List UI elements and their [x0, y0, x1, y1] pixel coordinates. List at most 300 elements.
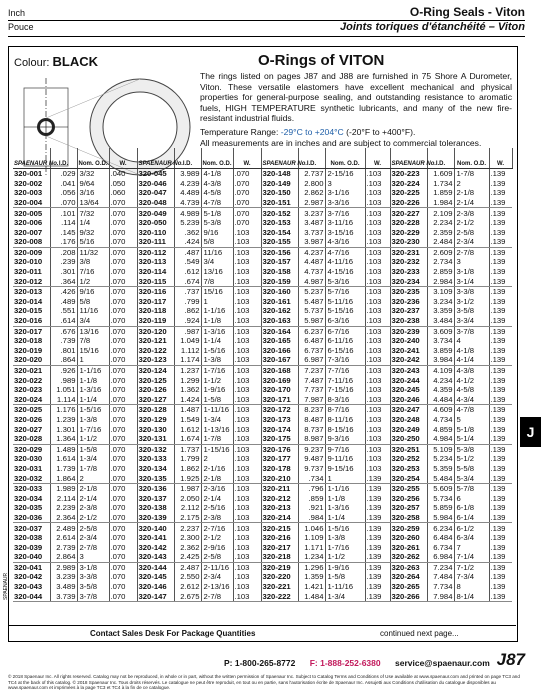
- nominal-od-cell: 1-7/16: [77, 424, 109, 434]
- nominal-od-cell: 9-11/16: [325, 454, 365, 464]
- inner-diameter-cell: 4.989: [174, 208, 201, 218]
- inner-diameter-cell: 4.984: [427, 434, 454, 444]
- col-width: W.: [109, 148, 137, 169]
- width-cell: .103: [233, 385, 261, 395]
- nominal-od-cell: 6-3/4: [454, 533, 489, 543]
- inner-diameter-cell: 1.114: [50, 395, 77, 405]
- nominal-od-cell: 3-15/16: [325, 228, 365, 238]
- unit-pouce: Pouce: [8, 22, 34, 32]
- width-cell: .070: [109, 494, 137, 504]
- nominal-od-cell: 2-5/8: [201, 552, 233, 562]
- inner-diameter-cell: .489: [50, 297, 77, 307]
- part-number-cell: 320-165: [261, 336, 298, 346]
- part-number-cell: 320-245: [390, 385, 427, 395]
- part-number-cell: 320-154: [261, 228, 298, 238]
- part-number-cell: 320-235: [390, 287, 427, 297]
- part-number-cell: 320-038: [13, 533, 50, 543]
- part-number-cell: 320-176: [261, 444, 298, 454]
- width-cell: .139: [365, 592, 390, 602]
- nominal-od-cell: 7-1/4: [454, 552, 489, 562]
- part-number-cell: 320-163: [261, 316, 298, 326]
- inner-diameter-cell: 6.484: [427, 533, 454, 543]
- width-cell: .139: [490, 345, 506, 355]
- inner-diameter-cell: 3.737: [298, 228, 325, 238]
- part-number-cell: 320-213: [261, 503, 298, 513]
- part-number-cell: 320-004: [13, 198, 50, 208]
- nominal-od-cell: 2-1/8: [77, 484, 109, 494]
- nominal-od-cell: 4-1/8: [454, 346, 489, 356]
- inner-diameter-cell: 1.614: [50, 454, 77, 464]
- nominal-od-cell: 6-1/4: [454, 513, 489, 523]
- inner-diameter-cell: 1.362: [174, 385, 201, 395]
- inner-diameter-cell: 3.734: [427, 336, 454, 346]
- width-cell: .070: [109, 346, 137, 356]
- col-id: I.D.: [174, 148, 201, 169]
- inner-diameter-cell: 3.484: [427, 316, 454, 326]
- width-cell: .139: [490, 227, 506, 237]
- width-cell: .139: [490, 463, 506, 473]
- inner-diameter-cell: 5.987: [298, 316, 325, 326]
- nominal-od-cell: 2-3/4: [201, 572, 233, 582]
- inner-diameter-cell: 1.174: [174, 355, 201, 365]
- inner-diameter-cell: 4.234: [427, 375, 454, 385]
- part-number-cell: 320-011: [13, 267, 50, 277]
- inner-diameter-cell: .737: [174, 287, 201, 297]
- inner-diameter-cell: 6.734: [427, 543, 454, 553]
- email-link[interactable]: service@spaenaur.com: [395, 658, 490, 668]
- nominal-od-cell: 7/8: [201, 277, 233, 287]
- width-cell: .103: [365, 316, 390, 326]
- inner-diameter-cell: .924: [174, 316, 201, 326]
- part-number-cell: 320-229: [390, 228, 427, 238]
- table-row: [13, 326, 512, 336]
- width-cell: .103: [233, 552, 261, 562]
- width-cell: .139: [490, 582, 506, 592]
- part-number-cell: 320-222: [261, 592, 298, 602]
- nominal-od-cell: 1-3/4: [325, 592, 365, 602]
- inner-diameter-cell: 7.484: [427, 572, 454, 582]
- table-row: [13, 267, 512, 277]
- table-body: [13, 169, 512, 602]
- nominal-od-cell: 2-3/8: [454, 208, 489, 218]
- width-cell: .139: [490, 287, 506, 297]
- part-number-cell: 320-250: [390, 434, 427, 444]
- width-cell: .139: [490, 542, 506, 552]
- part-number-cell: 320-255: [390, 484, 427, 494]
- part-number-cell: 320-241: [390, 346, 427, 356]
- inner-diameter-cell: 5.109: [427, 444, 454, 454]
- part-number-cell: 320-119: [137, 316, 174, 326]
- inner-diameter-cell: 2.984: [427, 277, 454, 287]
- nominal-od-cell: 1-7/8: [454, 169, 489, 179]
- nominal-od-cell: 1-7/16: [325, 543, 365, 553]
- inner-diameter-cell: 2.487: [174, 562, 201, 572]
- nominal-od-cell: 8-7/16: [325, 405, 365, 415]
- inner-diameter-cell: 2.612: [174, 582, 201, 592]
- nominal-od-cell: 3-3/8: [77, 572, 109, 582]
- nominal-od-cell: 5-1/4: [454, 434, 489, 444]
- table-row: [13, 562, 512, 572]
- inner-diameter-cell: .041: [50, 179, 77, 189]
- inner-diameter-cell: 6.237: [298, 326, 325, 336]
- width-cell: .070: [109, 237, 137, 247]
- inner-diameter-cell: 1.609: [427, 169, 454, 179]
- nominal-od-cell: 8: [454, 582, 489, 592]
- width-cell: .139: [490, 405, 506, 415]
- inner-diameter-cell: .056: [50, 188, 77, 198]
- width-cell: .139: [490, 533, 506, 543]
- width-cell: .070: [109, 464, 137, 474]
- nominal-od-cell: 3-5/8: [454, 306, 489, 316]
- part-number-cell: 320-137: [137, 494, 174, 504]
- inner-diameter-cell: 1.364: [50, 434, 77, 444]
- part-number-cell: 320-020: [13, 355, 50, 365]
- nominal-od-cell: 1-1/4: [201, 336, 233, 346]
- part-number-cell: 320-156: [261, 247, 298, 257]
- part-number-cell: 320-262: [390, 552, 427, 562]
- inner-diameter-cell: 2.862: [298, 188, 325, 198]
- part-number-cell: 320-174: [261, 424, 298, 434]
- part-number-cell: 320-234: [390, 277, 427, 287]
- inner-diameter-cell: 1.424: [174, 395, 201, 405]
- part-number-cell: 320-135: [137, 473, 174, 483]
- inner-diameter-cell: 9.487: [298, 454, 325, 464]
- width-cell: .103: [233, 287, 261, 297]
- nominal-od-cell: 1-3/4: [77, 454, 109, 464]
- nominal-od-cell: 5-5/8: [454, 464, 489, 474]
- inner-diameter-cell: 5.609: [427, 484, 454, 494]
- width-cell: .070: [109, 415, 137, 425]
- nominal-od-cell: 4-5/8: [201, 188, 233, 198]
- width-cell: .139: [489, 355, 512, 365]
- table-row: [13, 287, 512, 297]
- inner-diameter-cell: 2.489: [50, 523, 77, 533]
- part-number-cell: 320-125: [137, 375, 174, 385]
- inner-diameter-cell: 4.737: [298, 267, 325, 277]
- nominal-od-cell: 8-15/16: [325, 424, 365, 434]
- width-cell: .139: [490, 484, 506, 494]
- part-number-cell: 320-031: [13, 464, 50, 474]
- nominal-od-cell: 1-11/16: [201, 405, 233, 415]
- part-number-cell: 320-023: [13, 385, 50, 395]
- inner-diameter-cell: .859: [298, 494, 325, 504]
- inner-diameter-cell: 9.237: [298, 444, 325, 454]
- part-number-cell: 320-151: [261, 198, 298, 208]
- nominal-od-cell: 3-1/16: [325, 188, 365, 198]
- part-number-cell: 320-046: [137, 179, 174, 189]
- section-tab[interactable]: J: [520, 417, 541, 447]
- nominal-od-cell: 4-15/16: [325, 267, 365, 277]
- part-number-cell: 320-242: [390, 355, 427, 365]
- inner-diameter-cell: 5.234: [427, 454, 454, 464]
- nominal-od-cell: 3-3/16: [325, 198, 365, 208]
- nominal-od-cell: 7/16: [77, 267, 109, 277]
- inner-diameter-cell: 2.675: [174, 592, 201, 602]
- width-cell: .070: [109, 326, 137, 336]
- part-number-cell: 320-172: [261, 405, 298, 415]
- part-number-cell: 320-144: [137, 562, 174, 572]
- nominal-od-cell: 1-3/4: [201, 415, 233, 425]
- width-cell: .070: [109, 198, 137, 208]
- inner-diameter-cell: 4.987: [298, 277, 325, 287]
- inner-diameter-cell: 3.987: [298, 237, 325, 247]
- width-cell: .070: [109, 572, 137, 582]
- table-row: [13, 375, 512, 385]
- inner-diameter-cell: 2.737: [298, 169, 325, 179]
- nominal-od-cell: 9/16: [77, 287, 109, 297]
- inner-diameter-cell: 1.237: [174, 365, 201, 375]
- width-cell: .139: [489, 198, 512, 208]
- width-cell: .070: [109, 355, 137, 365]
- inner-diameter-cell: 6.987: [298, 355, 325, 365]
- phone-number[interactable]: P: 1-800-265-8772: [224, 658, 296, 668]
- part-number-cell: 320-219: [261, 562, 298, 572]
- inner-diameter-cell: 2.550: [174, 572, 201, 582]
- part-number-cell: 320-233: [390, 267, 427, 277]
- width-cell: .139: [490, 366, 506, 376]
- width-cell: .070: [109, 592, 137, 602]
- width-cell: .070: [109, 444, 137, 454]
- part-number-cell: 320-223: [390, 169, 427, 179]
- width-cell: .139: [365, 503, 390, 513]
- nominal-od-cell: 3-3/4: [454, 316, 489, 326]
- part-number-cell: 320-153: [261, 218, 298, 228]
- nominal-od-cell: 4-1/2: [454, 375, 489, 385]
- col-part-number: SPAENAUR No.: [13, 148, 50, 169]
- part-number-cell: 320-002: [13, 179, 50, 189]
- part-number-cell: 320-007: [13, 228, 50, 238]
- part-number-cell: 320-159: [261, 277, 298, 287]
- width-cell: .103: [233, 513, 261, 523]
- part-number-cell: 320-145: [137, 572, 174, 582]
- table-row: [13, 464, 512, 474]
- width-cell: .070: [109, 473, 137, 483]
- inner-diameter-cell: 1.864: [50, 473, 77, 483]
- inner-diameter-cell: 4.489: [174, 188, 201, 198]
- nominal-od-cell: 2-1/16: [201, 464, 233, 474]
- width-cell: .139: [490, 414, 506, 424]
- nominal-od-cell: 1/4: [77, 218, 109, 228]
- inner-diameter-cell: 5.359: [427, 464, 454, 474]
- inner-diameter-cell: .487: [174, 247, 201, 257]
- inner-diameter-cell: 5.859: [427, 503, 454, 513]
- inner-diameter-cell: 7.734: [427, 582, 454, 592]
- part-number-cell: 320-039: [13, 543, 50, 553]
- nominal-od-cell: 2-7/8: [201, 592, 233, 602]
- nominal-od-cell: 1-9/16: [201, 385, 233, 395]
- table-row: [13, 473, 512, 483]
- width-cell: .070: [109, 503, 137, 513]
- inner-diameter-cell: .676: [50, 326, 77, 336]
- part-number-cell: 320-264: [390, 572, 427, 582]
- width-cell: .139: [490, 572, 506, 582]
- nominal-od-cell: 5: [454, 415, 489, 425]
- table-row: [13, 543, 512, 553]
- inner-diameter-cell: 2.859: [427, 267, 454, 277]
- width-cell: .103: [365, 277, 390, 287]
- part-number-cell: 320-131: [137, 434, 174, 444]
- width-cell: .070: [109, 552, 137, 562]
- table-row: [13, 247, 512, 257]
- part-number-cell: 320-013: [13, 287, 50, 297]
- nominal-od-cell: 1-1/8: [325, 494, 365, 504]
- col-nom-od: Nom. O.D.: [454, 148, 489, 169]
- width-cell: .103: [365, 346, 390, 356]
- width-cell: .103: [365, 454, 390, 464]
- nominal-od-cell: 2-7/8: [454, 247, 489, 257]
- inner-diameter-cell: .551: [50, 306, 77, 316]
- nominal-od-cell: 5-3/4: [454, 473, 489, 483]
- inner-diameter-cell: 2.864: [50, 552, 77, 562]
- nominal-od-cell: 1-3/8: [325, 533, 365, 543]
- width-cell: .103: [365, 237, 390, 247]
- inner-diameter-cell: 1.239: [50, 415, 77, 425]
- nominal-od-cell: 3: [454, 257, 489, 267]
- part-number-cell: 320-152: [261, 208, 298, 218]
- width-cell: .103: [233, 484, 261, 494]
- measurement-note: All measurements are in inches and are subject to commercial tolerances.: [200, 137, 482, 148]
- table-row: [13, 533, 512, 543]
- width-cell: .070: [109, 395, 137, 405]
- nominal-od-cell: 1-5/8: [77, 444, 109, 454]
- part-number-cell: 320-256: [390, 494, 427, 504]
- width-cell: .103: [365, 385, 390, 395]
- width-cell: .103: [233, 395, 261, 405]
- page-title-fr: Joints toriques d'étanchéité – Viton: [340, 21, 525, 33]
- inner-diameter-cell: 6.487: [298, 336, 325, 346]
- table-row: [13, 355, 512, 365]
- inner-diameter-cell: 2.734: [427, 257, 454, 267]
- part-number-cell: 320-238: [390, 316, 427, 326]
- inner-diameter-cell: 5.237: [298, 287, 325, 297]
- part-number-cell: 320-118: [137, 306, 174, 316]
- part-number-cell: 320-218: [261, 552, 298, 562]
- part-number-cell: 320-021: [13, 365, 50, 375]
- inner-diameter-cell: 4.237: [298, 247, 325, 257]
- inner-diameter-cell: 1.925: [174, 473, 201, 483]
- part-number-cell: 320-045: [137, 169, 174, 179]
- inner-diameter-cell: 1.109: [298, 533, 325, 543]
- nominal-od-cell: 5-3/8: [201, 218, 233, 228]
- part-number-cell: 320-260: [390, 533, 427, 543]
- part-number-cell: 320-024: [13, 395, 50, 405]
- width-cell: .070: [109, 287, 137, 297]
- width-cell: .103: [365, 444, 390, 454]
- width-cell: .070: [109, 385, 137, 395]
- unit-inch: Inch: [8, 8, 26, 18]
- inner-diameter-cell: 5.239: [174, 218, 201, 228]
- nominal-od-cell: 3/4: [201, 257, 233, 267]
- nominal-od-cell: 1-5/16: [325, 523, 365, 533]
- nominal-od-cell: 3-11/16: [325, 218, 365, 228]
- part-number-cell: 320-130: [137, 424, 174, 434]
- nominal-od-cell: 7-3/4: [454, 572, 489, 582]
- width-cell: .139: [490, 503, 506, 513]
- nominal-od-cell: 3-3/8: [454, 287, 489, 297]
- inner-diameter-cell: .989: [50, 375, 77, 385]
- part-number-cell: 320-259: [390, 523, 427, 533]
- part-number-cell: 320-148: [261, 169, 298, 179]
- nominal-od-cell: 7-11/16: [325, 375, 365, 385]
- width-cell: .139: [490, 257, 506, 267]
- part-number-cell: 320-006: [13, 218, 50, 228]
- width-cell: .139: [489, 395, 512, 405]
- inner-diameter-cell: .114: [50, 218, 77, 228]
- nominal-od-cell: 3/32: [77, 169, 109, 179]
- page-title-en: O-Ring Seals - Viton: [409, 5, 525, 19]
- inner-diameter-cell: 3.984: [427, 355, 454, 365]
- width-cell: .070: [109, 533, 137, 543]
- inner-diameter-cell: 6.984: [427, 552, 454, 562]
- nominal-od-cell: 2-3/16: [201, 484, 233, 494]
- inner-diameter-cell: 4.239: [174, 179, 201, 189]
- width-cell: .139: [490, 218, 506, 228]
- inner-diameter-cell: 1.862: [174, 464, 201, 474]
- nominal-od-cell: 1-3/8: [77, 415, 109, 425]
- width-cell: .139: [365, 484, 390, 494]
- table-row: [13, 306, 512, 316]
- fax-number[interactable]: F: 1-888-252-6380: [309, 658, 381, 668]
- table-row: [13, 395, 512, 405]
- nominal-od-cell: 3-5/8: [77, 582, 109, 592]
- part-number-cell: 320-246: [390, 395, 427, 405]
- width-cell: .139: [490, 267, 506, 277]
- width-cell: .103: [365, 188, 390, 198]
- inner-diameter-cell: 2.609: [427, 247, 454, 257]
- width-cell: .103: [365, 198, 390, 208]
- nominal-od-cell: 4-7/8: [201, 198, 233, 208]
- width-cell: .103: [233, 336, 261, 346]
- width-cell: .103: [365, 355, 390, 365]
- part-number-cell: 320-210: [261, 473, 298, 483]
- width-cell: .070: [109, 316, 137, 326]
- table-row: [13, 424, 512, 434]
- col-nom-od: Nom. O.D.: [325, 148, 365, 169]
- inner-diameter-cell: 2.112: [174, 503, 201, 513]
- colour-value: BLACK: [52, 54, 99, 69]
- width-cell: .103: [365, 306, 390, 316]
- col-nom-od: Nom. O.D.: [77, 148, 109, 169]
- nominal-od-cell: 1-5/8: [201, 395, 233, 405]
- width-cell: .103: [233, 415, 261, 425]
- nominal-od-cell: 9/32: [77, 228, 109, 238]
- nominal-od-cell: 3-1/4: [454, 277, 489, 287]
- width-cell: .103: [233, 582, 261, 592]
- part-number-cell: 320-017: [13, 326, 50, 336]
- part-number-cell: 320-164: [261, 326, 298, 336]
- width-cell: .103: [233, 355, 261, 365]
- part-number-cell: 320-257: [390, 503, 427, 513]
- inner-diameter-cell: 2.800: [298, 179, 325, 189]
- inner-diameter-cell: .101: [50, 208, 77, 218]
- inner-diameter-cell: .674: [174, 277, 201, 287]
- contact-sales-note: Contact Sales Desk For Package Quantities: [90, 629, 256, 638]
- width-cell: .103: [365, 395, 390, 405]
- part-number-cell: 320-150: [261, 188, 298, 198]
- nominal-od-cell: 2-5/8: [454, 228, 489, 238]
- width-cell: .139: [365, 562, 390, 572]
- nominal-od-cell: 1-3/8: [201, 355, 233, 365]
- part-number-cell: 320-127: [137, 395, 174, 405]
- nominal-od-cell: 9/64: [77, 179, 109, 189]
- width-cell: .139: [490, 385, 506, 395]
- nominal-od-cell: 1-3/16: [201, 326, 233, 336]
- inner-diameter-cell: .301: [50, 267, 77, 277]
- inner-diameter-cell: .364: [50, 277, 77, 287]
- width-cell: .070: [109, 405, 137, 415]
- width-cell: .070: [109, 582, 137, 592]
- inner-diameter-cell: 2.050: [174, 494, 201, 504]
